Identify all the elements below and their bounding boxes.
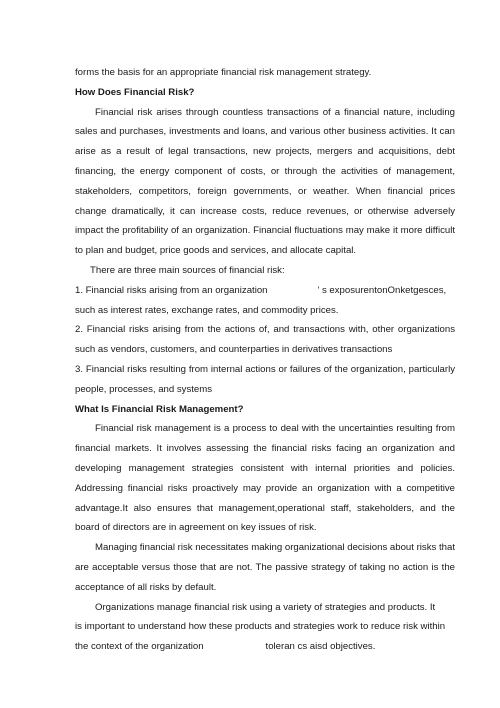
list-item-1	[75, 281, 455, 301]
list-item-1-part-b: ’ s exposurentonOnketgesces,	[317, 284, 447, 296]
paragraph-organizations-line-1: Organizations manage financial risk using a variety of strategies and products. It	[95, 601, 436, 613]
list-item-1-part-a: 1. Financial risks arising from an organization	[75, 284, 268, 296]
paragraph-organizations-line-3-a: the context of the organization	[75, 641, 204, 653]
paragraph-organizations-line-3-b: toleran cs aisd objectives.	[265, 641, 376, 653]
heading-what-is-financial-risk-management: What Is Financial Risk Management?	[75, 403, 244, 415]
paragraph-organizations-line-2: is important to understand how these products and strategies work to reduce risk within	[75, 621, 446, 633]
paragraph-managing-financial-risk: Managing financial risk necessitates making organizational decisions about risks that are acceptable versus those that are not. The passive strategy of taking no action is the acceptance of all risks by default.	[75, 542, 455, 593]
paragraph-risk-management-process: Financial risk management is a process to deal with the uncertainties resulting from financial markets. It involves assessing the financial risks facing an organization and developing management strategies consistent with internal priorities and policies. Addressing financial risks proactively may provide an organization with a competitive advantage.It also ensures that management,operational staff, stakeholders, and the board of directors are in agreement on key issues of risk.	[75, 423, 455, 534]
paragraph-organizations-line-3	[75, 637, 455, 657]
list-item-1-continued: such as interest rates, exchange rates, and commodity prices.	[75, 304, 339, 316]
sources-intro: There are three main sources of financial risk:	[90, 264, 285, 276]
list-item-3: 3. Financial risks resulting from internal actions or failures of the organization, particularly people, processes, and systems	[75, 363, 455, 395]
heading-how-does-financial-risk: How Does Financial Risk?	[75, 86, 195, 98]
intro-line: forms the basis for an appropriate financial risk management strategy.	[75, 67, 372, 78]
list-item-2: 2. Financial risks arising from the actions of, and transactions with, other organizations such as vendors, customers, and counterparties in derivatives transactions	[75, 324, 455, 356]
paragraph-financial-risk-arises: Financial risk arises through countless transactions of a financial nature, including sales and purchases, investments and loans, and various other business activities. It can arise as a result of legal transactions, new projects, mergers and acquisitions, debt financing, the energy component of costs, or through the activities of management, stakeholders, competitors, foreign governments, or weather. When financial prices change dramatically, it can increase costs, reduce revenues, or otherwise adversely impact the profitability of an organization. Financial fluctuations may make it more difficult to plan and budget, price goods and services, and allocate capital.	[75, 106, 455, 257]
